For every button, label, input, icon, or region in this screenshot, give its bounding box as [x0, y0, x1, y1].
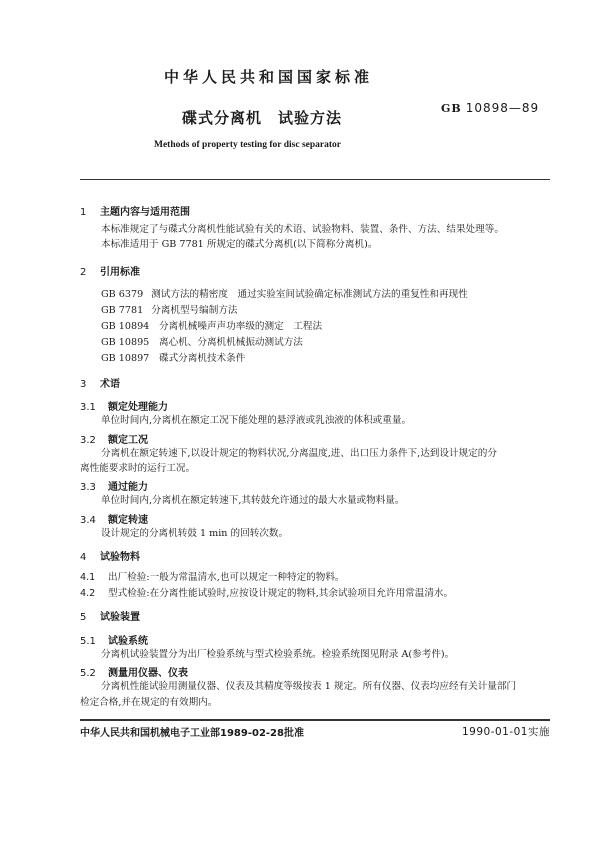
nation-standard-heading: 中华人民共和国国家标准	[164, 68, 374, 86]
document-title-en: Methods of property testing for disc separator	[154, 140, 341, 150]
reference-row: GB 6379 测试方法的精密度 通过实验室间试验确定标准测试方法的重复性和再现性	[101, 289, 468, 300]
term-3-1-definition: 单位时间内,分离机在额定工况下能处理的悬浮液或乳浊液的体积或重量。	[101, 415, 412, 426]
section-3-heading: 3 术语	[80, 379, 120, 390]
term-3-2-definition-line-2: 离性能要求时的运行工况。	[80, 463, 196, 474]
term-3-1-heading: 3.1 额定处理能力	[80, 402, 168, 413]
section-5-heading: 5 试验装置	[80, 612, 140, 623]
section-1-paragraph-1: 本标准规定了与碟式分离机性能试验有关的术语、试验物料、装置、条件、方法、结果处理等。	[101, 224, 504, 235]
term-3-2-heading: 3.2 额定工况	[80, 435, 148, 446]
section-4-heading: 4 试验物料	[80, 552, 140, 563]
item-5-2-heading: 5.2 测量用仪器、仪表	[80, 668, 188, 679]
section-1-heading: 1 主题内容与适用范围	[80, 207, 190, 218]
item-5-2-text-line-1: 分离机性能试验用测量仪器、仪表及其精度等级按表 1 规定。所有仪器、仪表均应经有关计量部门	[101, 681, 517, 692]
reference-row: GB 10897 碟式分离机技术条件	[101, 353, 246, 364]
standard-prefix: GB	[441, 102, 462, 115]
standard-code	[441, 101, 539, 115]
item-4-1: 4.1 出厂检验:一般为常温清水,也可以规定一种特定的物料。	[80, 572, 345, 583]
item-5-1-heading: 5.1 试验系统	[80, 636, 148, 647]
section-2-heading: 2 引用标准	[80, 267, 140, 278]
reference-row: GB 10894 分离机械噪声声功率级的测定 工程法	[101, 321, 323, 332]
item-4-2: 4.2 型式检验:在分离性能试验时,应按设计规定的物料,其余试验项目允许用常温清水。	[80, 588, 454, 599]
reference-row: GB 7781 分离机型号编制方法	[101, 305, 238, 316]
item-5-2-text-line-2: 检定合格,并在规定的有效期内。	[80, 697, 218, 708]
reference-row: GB 10895 离心机、分离机机械振动测试方法	[101, 337, 303, 348]
term-3-2-definition-line-1: 分离机在额定转速下,以设计规定的物料状况,分离温度,进、出口压力条件下,达到设计规定的分	[101, 448, 497, 459]
section-1-paragraph-2: 本标准适用于 GB 7781 所规定的碟式分离机(以下简称分离机)。	[101, 239, 378, 250]
header-divider	[80, 179, 550, 180]
term-3-4-heading: 3.4 额定转速	[80, 515, 148, 526]
item-5-1-text: 分离机试验装置分为出厂检验系统与型式检验系统。检验系统图见附录 A(参考件)。	[101, 649, 455, 660]
approval-statement: 中华人民共和国机械电子工业部1989-02-28批准	[80, 728, 304, 739]
footer-divider	[80, 719, 550, 721]
term-3-3-heading: 3.3 通过能力	[80, 482, 148, 493]
document-title-cn: 碟式分离机 试验方法	[182, 109, 343, 127]
standard-number: 10898—89	[465, 101, 540, 115]
term-3-4-definition: 设计规定的分离机转鼓 1 min 的回转次数。	[101, 528, 289, 539]
implementation-date: 1990-01-01实施	[461, 726, 550, 738]
term-3-3-definition: 单位时间内,分离机在额定转速下,其转鼓允许通过的最大水量或物料量。	[101, 495, 405, 506]
